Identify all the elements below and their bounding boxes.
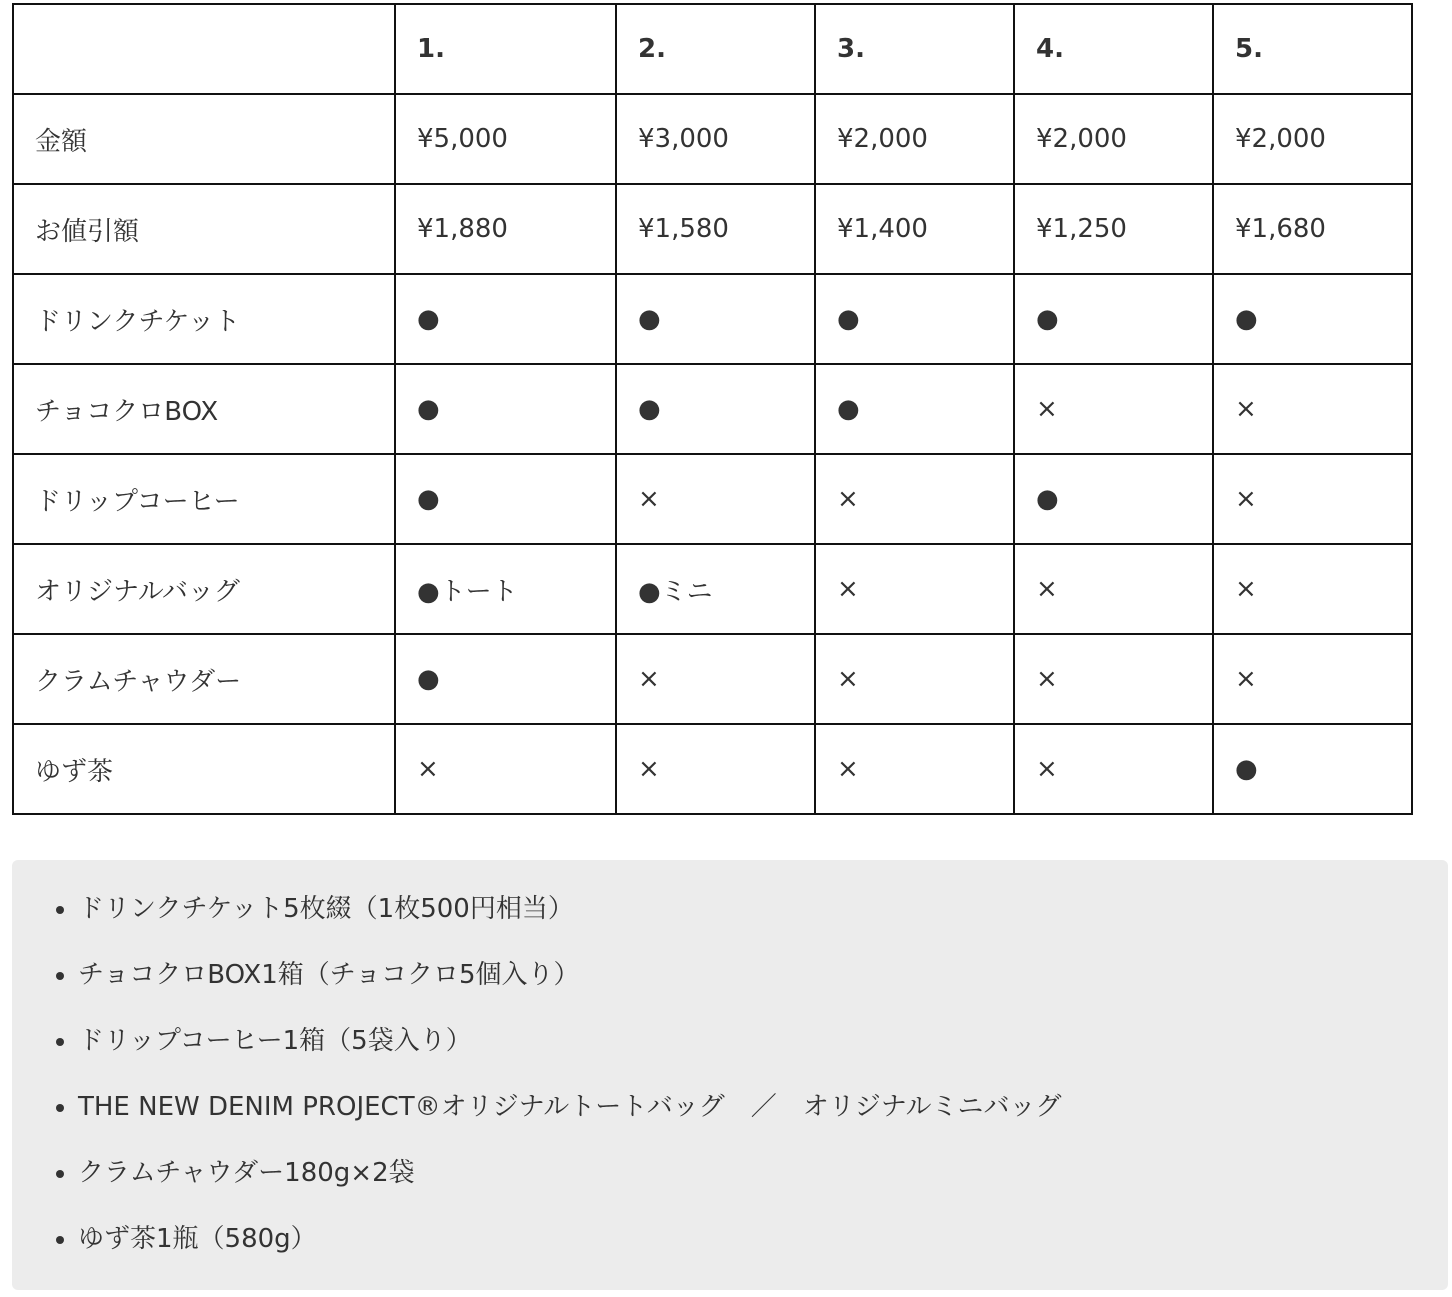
row-label: ドリンクチケット xyxy=(13,274,395,364)
table-cell: × xyxy=(616,634,815,724)
table-cell: × xyxy=(815,454,1014,544)
row-label: ゆず茶 xyxy=(13,724,395,814)
table-cell: ● xyxy=(1213,274,1412,364)
table-cell: × xyxy=(1014,724,1213,814)
table-row xyxy=(13,634,1412,724)
table-cell: ¥1,580 xyxy=(616,184,815,274)
table-cell: ● xyxy=(1014,274,1213,364)
table-cell: ¥1,880 xyxy=(395,184,616,274)
table-cell: ¥1,680 xyxy=(1213,184,1412,274)
table-cell: × xyxy=(1014,364,1213,454)
table-cell: × xyxy=(1014,634,1213,724)
header-cell-empty xyxy=(13,4,395,94)
table-cell: × xyxy=(815,634,1014,724)
header-set-2: 2. xyxy=(616,4,815,94)
table-cell: ● xyxy=(815,364,1014,454)
table-cell: × xyxy=(1213,364,1412,454)
table-cell: × xyxy=(1213,454,1412,544)
table-cell: ●ミニ xyxy=(616,544,815,634)
table-cell: ¥5,000 xyxy=(395,94,616,184)
table-cell: × xyxy=(815,724,1014,814)
table-cell: ¥1,250 xyxy=(1014,184,1213,274)
table-cell: ●トート xyxy=(395,544,616,634)
header-set-1: 1. xyxy=(395,4,616,94)
header-set-3: 3. xyxy=(815,4,1014,94)
table-cell: × xyxy=(395,724,616,814)
row-label: 金額 xyxy=(13,94,395,184)
table-cell: ● xyxy=(395,454,616,544)
table-cell: ¥3,000 xyxy=(616,94,815,184)
table-row xyxy=(13,184,1412,274)
table-cell: ● xyxy=(616,364,815,454)
table-cell: × xyxy=(616,724,815,814)
note-item: • ゆず茶1瓶（580g） xyxy=(78,1206,1448,1272)
row-label: オリジナルバッグ xyxy=(13,544,395,634)
item-notes-box xyxy=(12,860,1448,1290)
table-cell: ● xyxy=(395,634,616,724)
table-row xyxy=(13,364,1412,454)
table-cell: ¥2,000 xyxy=(1213,94,1412,184)
note-item: • クラムチャウダー180g×2袋 xyxy=(78,1140,1448,1206)
row-label: ドリップコーヒー xyxy=(13,454,395,544)
header-set-5: 5. xyxy=(1213,4,1412,94)
table-cell: × xyxy=(815,544,1014,634)
note-item: • THE NEW DENIM PROJECT®オリジナルトートバッグ ／ オリジナルミニバッグ xyxy=(78,1074,1448,1140)
row-label: チョコクロBOX xyxy=(13,364,395,454)
item-notes-list xyxy=(12,860,1448,1272)
table-cell: ● xyxy=(815,274,1014,364)
row-label: お値引額 xyxy=(13,184,395,274)
table-row xyxy=(13,454,1412,544)
table-cell: ● xyxy=(616,274,815,364)
table-cell: ¥2,000 xyxy=(815,94,1014,184)
table-cell: × xyxy=(616,454,815,544)
note-item: • チョコクロBOX1箱（チョコクロ5個入り） xyxy=(78,942,1448,1008)
table-cell: ¥1,400 xyxy=(815,184,1014,274)
table-cell: ● xyxy=(395,274,616,364)
table-row xyxy=(13,274,1412,364)
table-cell: × xyxy=(1213,634,1412,724)
note-item: • ドリンクチケット5枚綴（1枚500円相当） xyxy=(78,876,1448,942)
header-set-4: 4. xyxy=(1014,4,1213,94)
table-row xyxy=(13,724,1412,814)
set-comparison-table xyxy=(12,3,1413,815)
table-cell: ● xyxy=(1213,724,1412,814)
note-item: • ドリップコーヒー1箱（5袋入り） xyxy=(78,1008,1448,1074)
table-cell: × xyxy=(1213,544,1412,634)
table-cell: × xyxy=(1014,544,1213,634)
table-row xyxy=(13,94,1412,184)
table-row xyxy=(13,544,1412,634)
table-cell: ● xyxy=(1014,454,1213,544)
row-label: クラムチャウダー xyxy=(13,634,395,724)
table-cell: ● xyxy=(395,364,616,454)
table-cell: ¥2,000 xyxy=(1014,94,1213,184)
header-row xyxy=(13,4,1412,94)
